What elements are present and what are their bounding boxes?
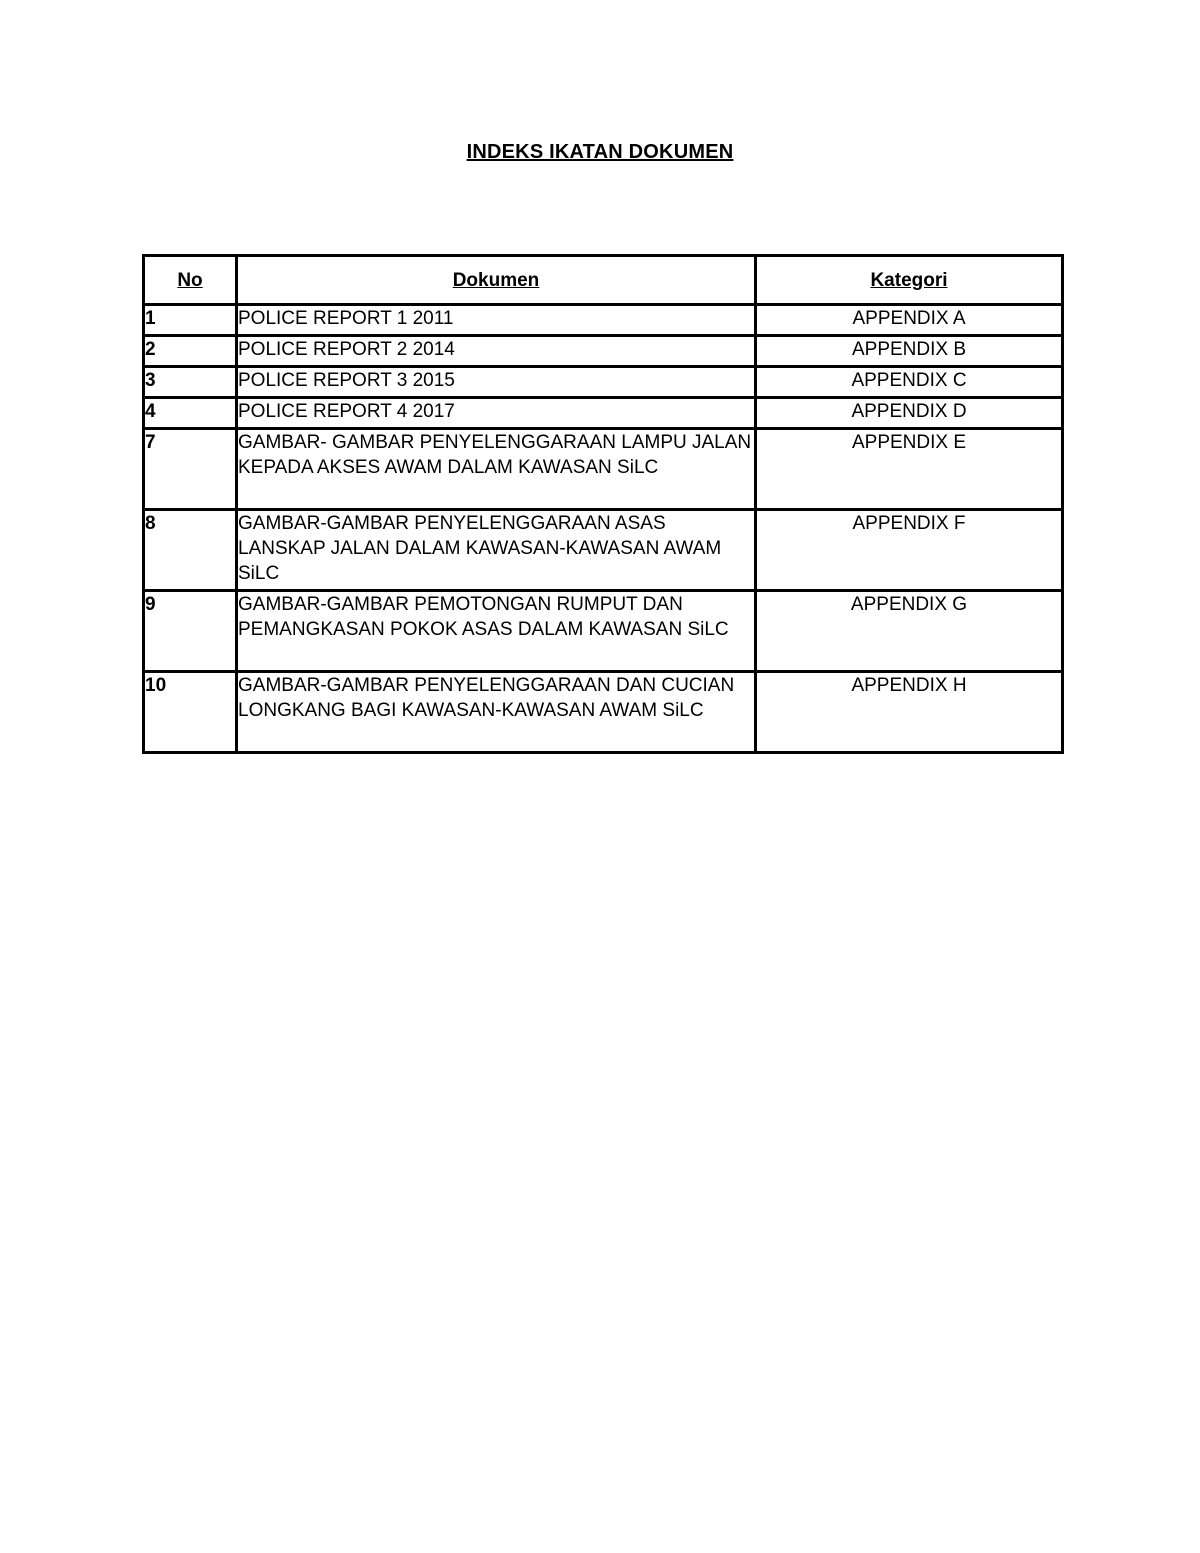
row-category: APPENDIX E (756, 429, 1063, 510)
column-header-no: No (144, 256, 237, 305)
table-row (144, 305, 1063, 336)
row-document: GAMBAR- GAMBAR PENYELENGGARAAN LAMPU JALAN KEPADA AKSES AWAM DALAM KAWASAN SiLC (237, 429, 756, 510)
row-document: POLICE REPORT 4 2017 (237, 398, 756, 429)
row-category: APPENDIX G (756, 591, 1063, 672)
row-document: POLICE REPORT 2 2014 (237, 336, 756, 367)
row-number: 8 (144, 510, 237, 591)
row-number: 1 (144, 305, 237, 336)
row-document: POLICE REPORT 1 2011 (237, 305, 756, 336)
row-category: APPENDIX F (756, 510, 1063, 591)
column-header-kategori: Kategori (756, 256, 1063, 305)
row-document: GAMBAR-GAMBAR PENYELENGGARAAN ASAS LANSKAP JALAN DALAM KAWASAN-KAWASAN AWAM SiLC (237, 510, 756, 591)
row-document: GAMBAR-GAMBAR PENYELENGGARAAN DAN CUCIAN LONGKANG BAGI KAWASAN-KAWASAN AWAM SiLC (237, 672, 756, 753)
row-category: APPENDIX B (756, 336, 1063, 367)
table-header-row (144, 256, 1063, 305)
table-row (144, 367, 1063, 398)
row-number: 4 (144, 398, 237, 429)
document-index-table (142, 254, 1064, 754)
row-category: APPENDIX D (756, 398, 1063, 429)
row-number: 2 (144, 336, 237, 367)
column-header-dokumen: Dokumen (237, 256, 756, 305)
row-document: GAMBAR-GAMBAR PEMOTONGAN RUMPUT DAN PEMANGKASAN POKOK ASAS DALAM KAWASAN SiLC (237, 591, 756, 672)
table-row (144, 510, 1063, 591)
row-category: APPENDIX H (756, 672, 1063, 753)
row-number: 3 (144, 367, 237, 398)
row-category: APPENDIX C (756, 367, 1063, 398)
row-number: 10 (144, 672, 237, 753)
page-title: INDEKS IKATAN DOKUMEN (466, 141, 734, 163)
row-category: APPENDIX A (756, 305, 1063, 336)
table-row (144, 398, 1063, 429)
table-row (144, 591, 1063, 672)
row-number: 7 (144, 429, 237, 510)
row-number: 9 (144, 591, 237, 672)
table-row (144, 429, 1063, 510)
row-document: POLICE REPORT 3 2015 (237, 367, 756, 398)
table-row (144, 336, 1063, 367)
table-row (144, 672, 1063, 753)
